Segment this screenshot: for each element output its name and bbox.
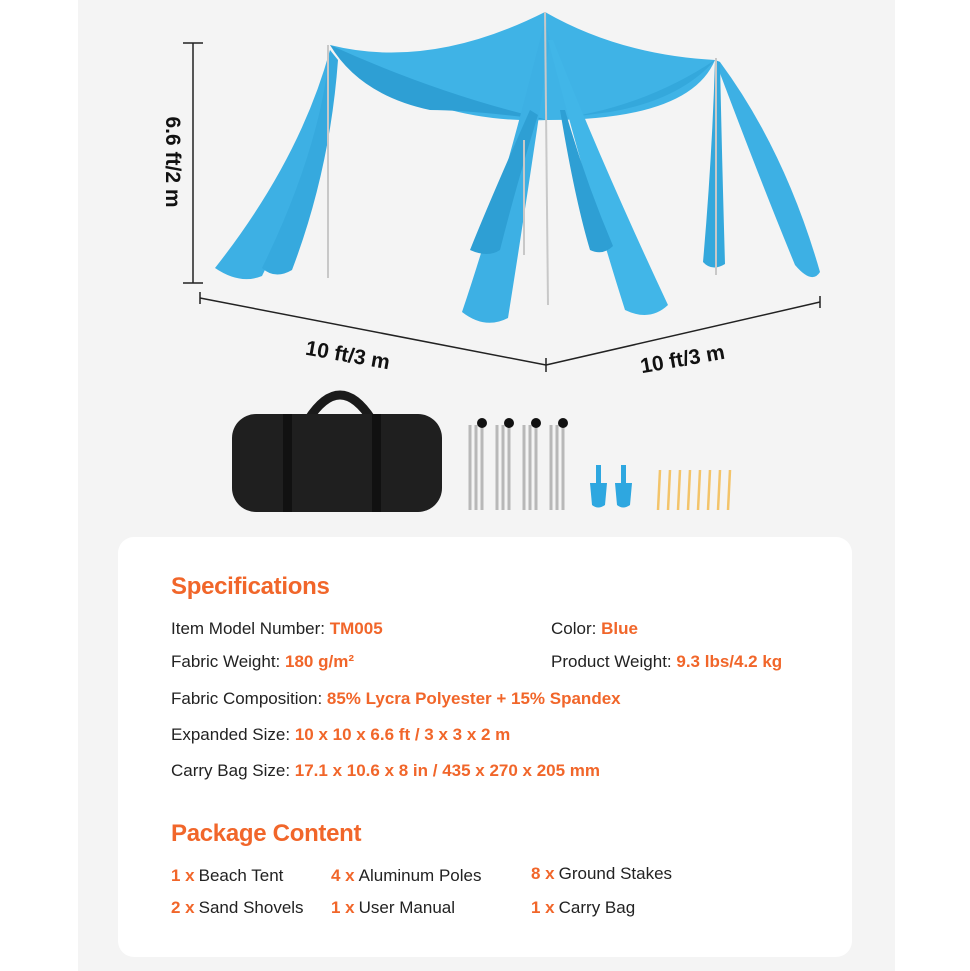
package-item-carry-bag: [531, 898, 635, 918]
package-item-ground-stakes: [531, 864, 672, 884]
package-item-name: Beach Tent: [198, 866, 284, 885]
package-item-user-manual: [331, 898, 455, 918]
package-item-qty: 2 x: [171, 898, 195, 917]
spec-value: 17.1 x 10.6 x 8 in / 435 x 270 x 205 mm: [294, 761, 601, 780]
spec-product-weight: [551, 652, 782, 672]
specifications-title: Specifications: [171, 573, 330, 600]
spec-fabric-composition: [171, 689, 621, 709]
ground-stakes: [658, 470, 730, 510]
height-dimension-label: 6.6 ft/2 m: [161, 116, 184, 208]
package-item-qty: 8 x: [531, 864, 555, 883]
package-item-name: User Manual: [358, 898, 456, 917]
spec-label: Carry Bag Size:: [171, 761, 295, 780]
spec-value: 10 x 10 x 6.6 ft / 3 x 3 x 2 m: [294, 725, 511, 744]
package-item-beach-tent: [171, 866, 283, 886]
spec-label: Fabric Composition:: [171, 689, 327, 708]
package-item-qty: 4 x: [331, 866, 355, 885]
width-dimension-label-left: 10 ft/3 m: [303, 336, 392, 375]
height-dimension-line: [183, 43, 203, 283]
spec-model-number: [171, 619, 383, 639]
spec-label: Color:: [551, 619, 602, 638]
carry-bag: [232, 395, 442, 512]
spec-value: 9.3 lbs/4.2 kg: [676, 652, 783, 671]
spec-value: Blue: [601, 619, 638, 638]
sand-shovels: [590, 465, 632, 508]
package-item-qty: 1 x: [531, 898, 555, 917]
package-item-name: Ground Stakes: [558, 864, 673, 883]
package-content-title: Package Content: [171, 820, 362, 847]
package-item-sand-shovels: [171, 898, 304, 918]
spec-value: TM005: [329, 619, 383, 638]
spec-label: Expanded Size:: [171, 725, 295, 744]
spec-label: Fabric Weight:: [171, 652, 286, 671]
spec-value: 85% Lycra Polyester + 15% Spandex: [326, 689, 621, 708]
package-item-aluminum-poles: [331, 866, 481, 886]
spec-label: Item Model Number:: [171, 619, 330, 638]
spec-label: Product Weight:: [551, 652, 677, 671]
width-dimension-label-right: 10 ft/3 m: [638, 340, 727, 379]
spec-carry-bag-size: [171, 761, 600, 781]
spec-value: 180 g/m²: [285, 652, 354, 671]
package-item-name: Sand Shovels: [198, 898, 304, 917]
package-item-qty: 1 x: [331, 898, 355, 917]
spec-fabric-weight: [171, 652, 354, 672]
package-item-qty: 1 x: [171, 866, 195, 885]
spec-expanded-size: [171, 725, 510, 745]
package-item-name: Carry Bag: [558, 898, 636, 917]
package-item-name: Aluminum Poles: [358, 866, 482, 885]
tent-canopy: [215, 12, 820, 323]
aluminum-poles: [470, 418, 568, 510]
spec-color: [551, 619, 638, 639]
specifications-card: [118, 537, 852, 957]
